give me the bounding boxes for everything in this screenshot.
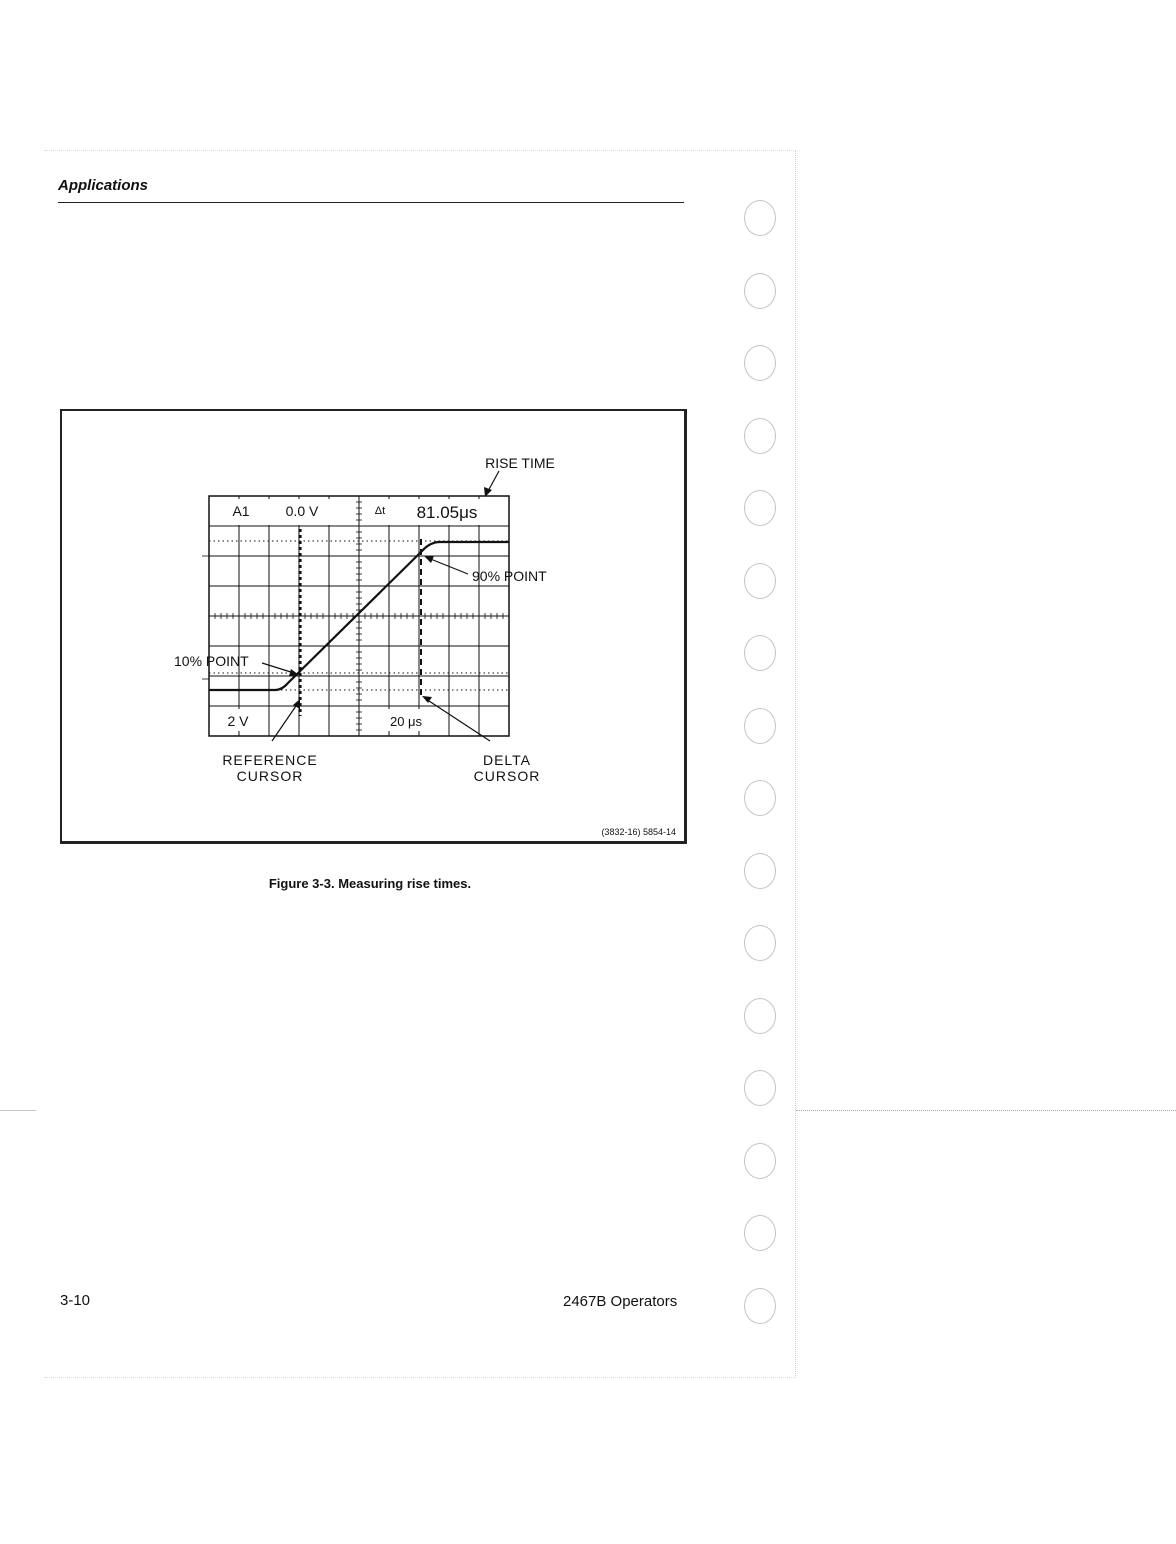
page-number: 3-10 [60,1292,91,1309]
binder-hole [744,563,776,599]
rise-time-label: RISE TIME [485,455,555,471]
channel-readout: A1 [232,503,250,519]
page-edge-bottom [44,1377,796,1378]
binder-hole [744,1215,776,1251]
binder-hole [744,708,776,744]
figure-code: (3832-16) 5854-14 [601,827,676,837]
binder-hole [744,345,776,381]
binder-hole [744,1143,776,1179]
manual-title: 2467B Operators [563,1293,678,1310]
delta-cursor-label-2: CURSOR [473,768,541,784]
binder-hole [744,1070,776,1106]
reference-cursor-label-1: REFERENCE [222,752,318,768]
page-edge-right [795,150,796,1378]
delta-time-readout: 81.05μs [416,503,478,522]
binder-hole [744,925,776,961]
binder-hole [744,200,776,236]
binder-hole [744,273,776,309]
page-edge-top [44,150,796,151]
binder-hole [744,490,776,526]
oscilloscope-diagram [62,411,684,841]
binder-hole [744,853,776,889]
binder-hole [744,1288,776,1324]
binder-hole [744,998,776,1034]
time-per-div-readout: 20 μs [389,714,423,729]
page-edge-scan-line-left [0,1110,36,1111]
reference-cursor-label-2: CURSOR [236,768,304,784]
bottom-readout [214,709,432,731]
binder-holes [744,200,784,1330]
ten-percent-label: 10% POINT [174,653,249,669]
header-rule [58,202,684,203]
binder-hole [744,635,776,671]
delta-symbol: Δt [374,505,386,517]
binder-hole [744,418,776,454]
ninety-percent-label: 90% POINT [472,568,547,584]
binder-hole [744,780,776,816]
figure-caption: Figure 3-3. Measuring rise times. [268,876,472,891]
volts-per-div-readout: 2 V [227,713,249,729]
figure-frame [60,409,687,844]
offset-readout: 0.0 V [285,503,319,519]
delta-cursor-label-1: DELTA [482,752,532,768]
running-head: Applications [58,177,149,194]
page-edge-scan-line [796,1110,1176,1111]
